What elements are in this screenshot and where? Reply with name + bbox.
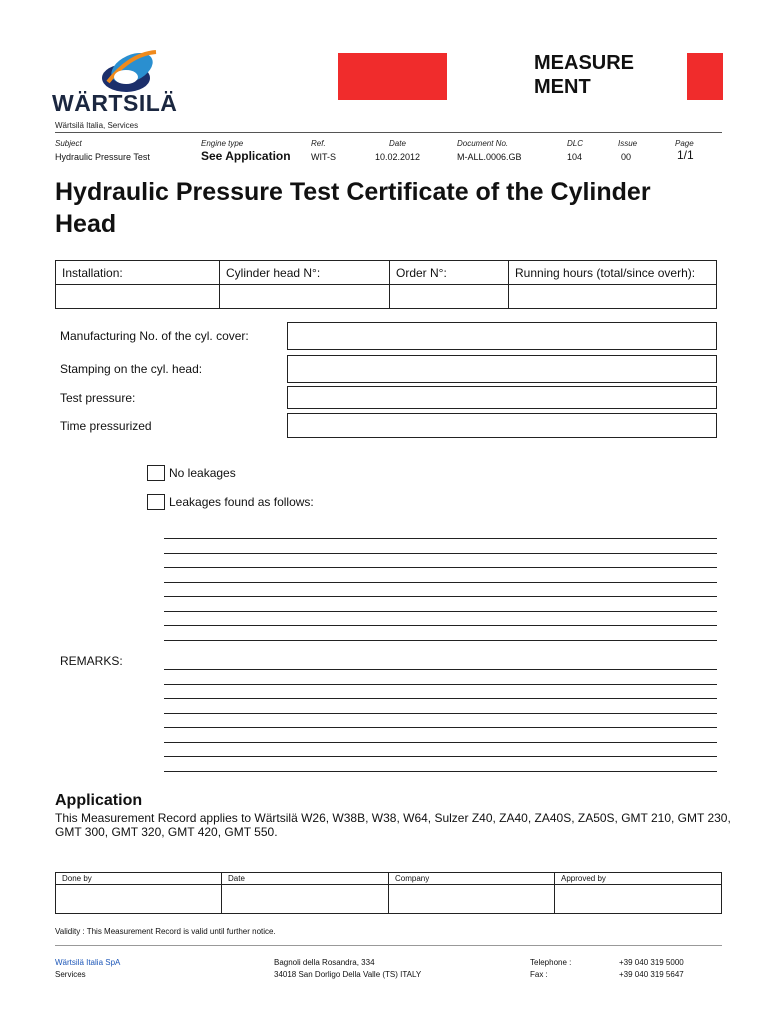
application-heading: Application <box>55 792 143 809</box>
manufacturing-no-label: Manufacturing No. of the cyl. cover: <box>60 329 249 343</box>
cylinder-head-no-header: Cylinder head N°: <box>220 261 390 285</box>
test-pressure-field[interactable] <box>287 386 717 409</box>
accent-box-left <box>338 53 447 100</box>
meta-label-date: Date <box>389 139 406 148</box>
time-pressurized-field[interactable] <box>287 413 717 438</box>
footer-address-line1: Bagnoli della Rosandra, 334 <box>274 958 375 967</box>
meta-label-engine-type: Engine type <box>201 139 244 148</box>
approved-by-header: Approved by <box>555 873 722 885</box>
remarks-line[interactable] <box>164 553 717 554</box>
wartsila-logo-icon <box>100 44 160 96</box>
remarks-line[interactable] <box>164 771 717 772</box>
time-pressurized-label: Time pressurized <box>60 419 152 433</box>
remarks-line[interactable] <box>164 582 717 583</box>
record-type-line2: MENT <box>534 76 591 98</box>
footer-fax: +39 040 319 5647 <box>619 970 684 979</box>
installation-header: Installation: <box>56 261 220 285</box>
stamping-field[interactable] <box>287 355 717 383</box>
meta-value-dlc: 104 <box>567 152 583 162</box>
remarks-line[interactable] <box>164 567 717 568</box>
remarks-line[interactable] <box>164 727 717 728</box>
meta-label-issue: Issue <box>618 139 638 148</box>
page-title: Hydraulic Pressure Test Certificate of the Cylinder Head <box>55 178 651 238</box>
remarks-line[interactable] <box>164 625 717 626</box>
no-leakages-label: No leakages <box>169 466 236 480</box>
remarks-line[interactable] <box>164 684 717 685</box>
footer-fax-label: Fax : <box>530 970 548 979</box>
logo-wordmark: WÄRTSILÄ <box>52 90 178 116</box>
test-pressure-label: Test pressure: <box>60 391 136 405</box>
footer-divider <box>55 945 722 946</box>
footer-address-block <box>274 957 421 981</box>
meta-label-dlc: DLC <box>567 139 584 148</box>
signoff-table <box>55 872 722 914</box>
footer-company-block <box>55 957 120 981</box>
remarks-line[interactable] <box>164 698 717 699</box>
remarks-line[interactable] <box>164 713 717 714</box>
remarks-line[interactable] <box>164 611 717 612</box>
accent-box-right <box>687 53 723 100</box>
meta-value-page: 1/1 <box>677 148 694 162</box>
remarks-line[interactable] <box>164 538 717 539</box>
date-input[interactable] <box>222 885 389 914</box>
no-leakages-checkbox[interactable] <box>147 465 165 481</box>
leakages-found-label: Leakages found as follows: <box>169 495 314 509</box>
running-hours-input[interactable] <box>509 285 717 309</box>
order-no-input[interactable] <box>390 285 509 309</box>
record-type-title <box>534 51 634 99</box>
footer-contact-labels <box>530 957 571 981</box>
footer-address-line2: 34018 San Dorligo Della Valle (TS) ITALY <box>274 970 422 979</box>
footer-division: Services <box>55 970 86 979</box>
footer-company: Wärtsilä Italia SpA <box>55 958 121 967</box>
validity-note: Validity : This Measurement Record is valid until further notice. <box>55 927 276 936</box>
running-hours-header: Running hours (total/since overh): <box>509 261 717 285</box>
remarks-line[interactable] <box>164 640 717 641</box>
footer-phone: +39 040 319 5000 <box>619 958 684 967</box>
company-line: Wärtsilä Italia, Services <box>55 121 139 130</box>
company-header: Company <box>389 873 555 885</box>
remarks-line[interactable] <box>164 669 717 670</box>
remarks-line[interactable] <box>164 756 717 757</box>
meta-label-page: Page <box>675 139 694 148</box>
footer-contact-values <box>619 957 684 981</box>
approved-by-input[interactable] <box>555 885 722 914</box>
installation-input[interactable] <box>56 285 220 309</box>
company-input[interactable] <box>389 885 555 914</box>
record-type-line1: MEASURE <box>534 52 635 74</box>
meta-value-engine-type: See Application <box>201 149 291 163</box>
order-no-header: Order N°: <box>390 261 509 285</box>
date-header: Date <box>222 873 389 885</box>
leakages-found-checkbox[interactable] <box>147 494 165 510</box>
cylinder-head-no-input[interactable] <box>220 285 390 309</box>
meta-value-date: 10.02.2012 <box>375 152 421 162</box>
meta-value-ref: WIT-S <box>311 152 336 162</box>
remarks-line[interactable] <box>164 596 717 597</box>
remarks-line[interactable] <box>164 742 717 743</box>
header-divider <box>55 132 722 133</box>
application-text: This Measurement Record applies to Wärtsilä W26, W38B, W38, W64, Sulzer Z40, ZA40, ZA40S, ZA50S, GMT 210, GMT 230, GMT 300, GMT 320, GMT 420, GMT 550. <box>55 811 731 839</box>
meta-label-document-no: Document No. <box>457 139 509 148</box>
meta-label-ref: Ref. <box>311 139 326 148</box>
meta-value-document-no: M-ALL.0006.GB <box>457 152 522 162</box>
meta-label-subject: Subject <box>55 139 82 148</box>
meta-value-subject: Hydraulic Pressure Test <box>55 152 150 162</box>
footer-phone-label: Telephone : <box>530 958 572 967</box>
installation-table <box>55 260 717 309</box>
remarks-label: REMARKS: <box>60 654 123 668</box>
stamping-label: Stamping on the cyl. head: <box>60 362 203 376</box>
done-by-header: Done by <box>56 873 222 885</box>
done-by-input[interactable] <box>56 885 222 914</box>
manufacturing-no-field[interactable] <box>287 322 717 350</box>
meta-value-issue: 00 <box>621 152 632 162</box>
